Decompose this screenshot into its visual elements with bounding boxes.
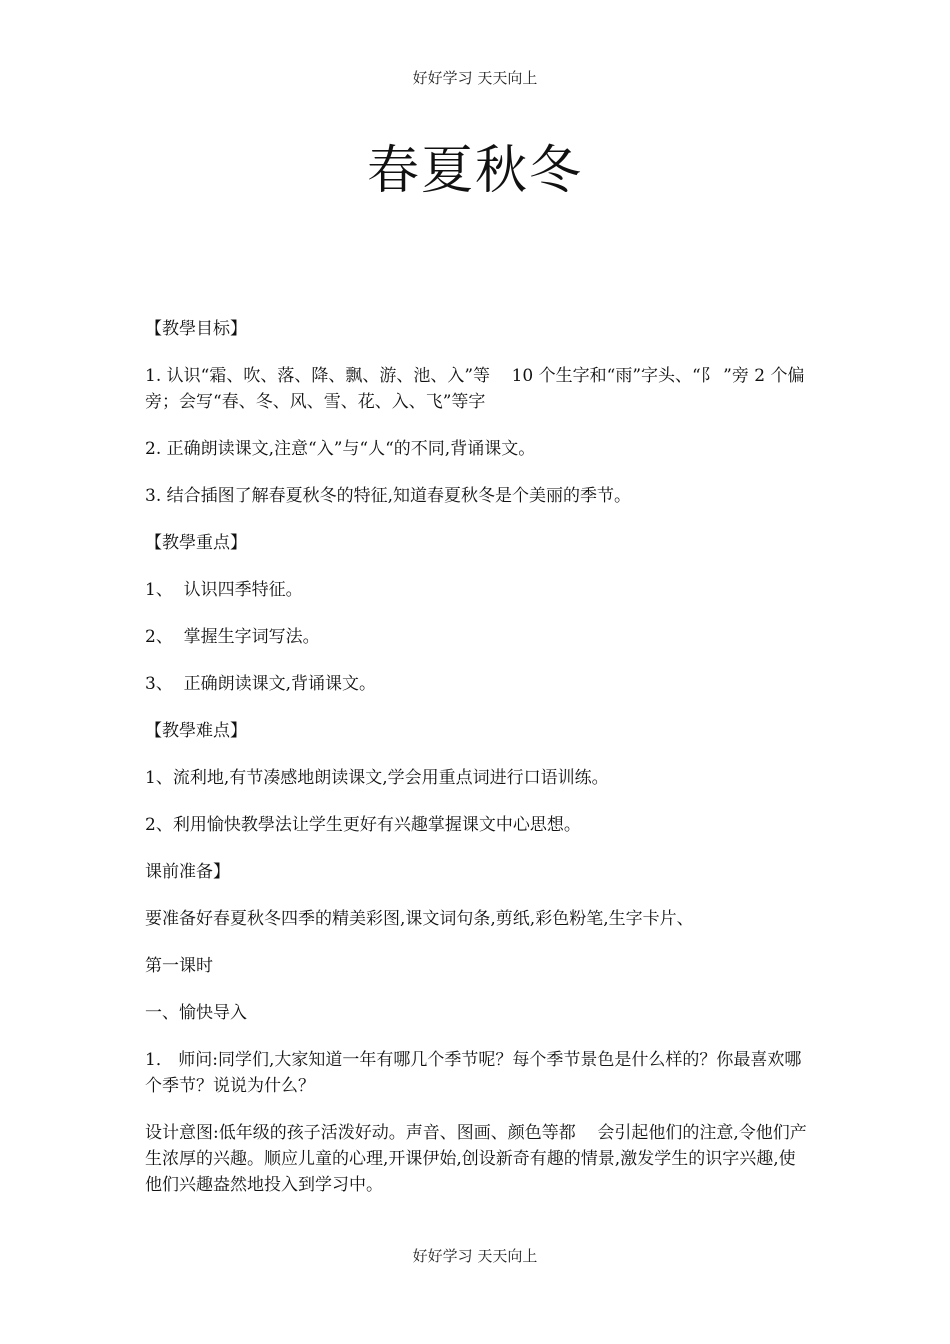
section-heading-key-points: 【教學重点】 [145, 533, 247, 553]
design-intent-paragraph: 设计意图:低年级的孩子活泼好动。声音、图画、颜色等都 会引起他们的注意,令他们产生浓厚的兴趣。顺应儿童的心理,开课伊始,创设新奇有趣的情景,激发学生的识字兴趣,使他们兴趣盎然地投入到学习中。 [145, 1123, 807, 1195]
lesson-heading: 第一课时 [145, 956, 213, 976]
document-body [145, 316, 810, 1219]
preparation-text: 要准备好春夏秋冬四季的精美彩图,课文词句条,剪纸,彩色粉笔,生字卡片、 [145, 909, 694, 929]
goal-item-2: 2. 正确朗读课文,注意“入”与“人“的不同,背诵课文。 [145, 439, 536, 459]
goal-item-3: 3. 结合插图了解春夏秋冬的特征,知道春夏秋冬是个美丽的季节。 [145, 486, 632, 506]
page-header: 好好学习 天天向上 [412, 69, 538, 87]
key-point-item-3: 3、 正确朗读课文,背诵课文。 [145, 674, 377, 694]
difficulty-item-2: 2、利用愉快教學法让学生更好有兴趣掌握课文中心思想。 [145, 815, 581, 835]
key-point-item-1: 1、 认识四季特征。 [145, 580, 303, 600]
section-heading-difficulties: 【教學难点】 [145, 721, 247, 741]
section-heading-preparation: 课前准备】 [145, 862, 230, 882]
document-title: 春夏秋冬 [366, 141, 583, 201]
step-intro-question: 1． 师问:同学们,大家知道一年有哪几个季节呢？每个季节景色是什么样的？你最喜欢哪个季节？说说为什么？ [145, 1050, 802, 1096]
page-footer: 好好学习 天天向上 [412, 1247, 538, 1265]
section-heading-teaching-goals: 【教學目标】 [145, 319, 247, 339]
key-point-item-2: 2、 掌握生字词写法。 [145, 627, 320, 647]
step-heading-intro: 一、愉快导入 [145, 1003, 247, 1023]
difficulty-item-1: 1、流利地,有节凑感地朗读课文,学会用重点词进行口语训练。 [145, 768, 609, 788]
goal-item-1: 1. 认识“霜、吹、落、降、飘、游、池、入”等 10 个生字和“雨”字头、“阝 ”旁 2 个偏旁；会写“春、冬、风、雪、花、入、飞”等字 [145, 366, 805, 412]
